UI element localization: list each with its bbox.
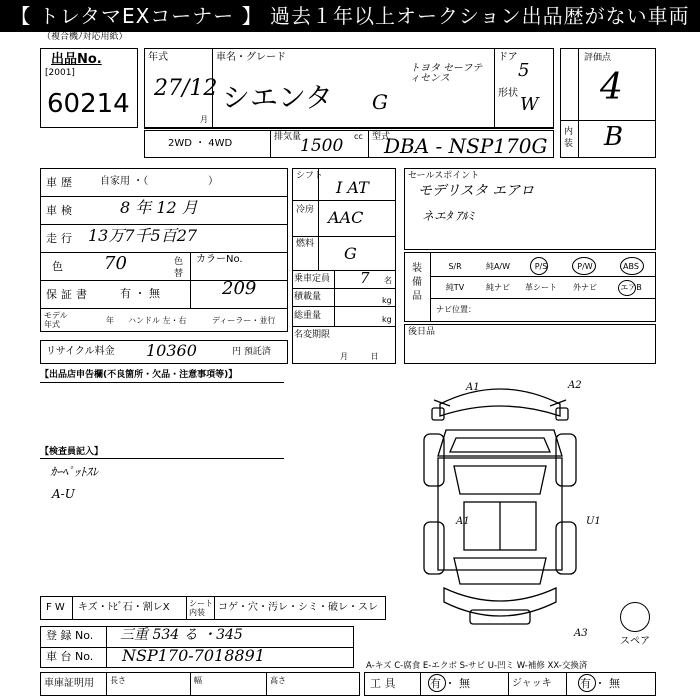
selling-point-1: モデリスタ エアロ [418, 183, 535, 199]
equip-leather: 革シート [525, 283, 557, 292]
jack-label: ジャッキ [512, 678, 552, 689]
recycle-unit: 円 預託済 [232, 347, 271, 357]
recycle-value: 10360 [146, 341, 197, 360]
ac-label: 冷房 [296, 205, 315, 215]
mark-a1-side: A1 [456, 516, 470, 527]
grade-value: G [372, 90, 388, 114]
inspection-label: 車検 [46, 204, 76, 217]
score-label: 評価点 [584, 53, 612, 63]
capacity-value: 7 [360, 269, 370, 287]
jack-yes-circle [578, 674, 596, 692]
shift-label: シフト [296, 171, 324, 181]
door-value: 5 [518, 60, 530, 81]
equip-abs-circle [620, 257, 644, 275]
warranty-value: 有 ・ 無 [120, 287, 160, 300]
seat-label: シート内装 [189, 599, 213, 617]
name-change-unit: 月 日 [340, 352, 379, 361]
mark-u1: U1 [586, 516, 601, 527]
notice-label: 【出品店申告欄(不良箇所・欠品・注意事項等)】 [40, 370, 238, 380]
tools-options: 有 ・ 無 [430, 677, 470, 690]
lot-prefix: [2001] [45, 68, 75, 78]
equip-tv: 純TV [445, 283, 465, 292]
cert-width: 幅 [194, 676, 202, 685]
equipment-label: 装備品 [412, 263, 422, 302]
interior-value: B [604, 122, 624, 152]
reg-no-value: 三重 534 る ・345 [120, 627, 243, 643]
inspection-value: 8 年 12 月 [120, 198, 198, 217]
handle-label: ハンドル 左・右 [128, 316, 187, 325]
drive-label: 2WD ・ 4WD [168, 138, 233, 149]
tools-label: 工 具 [370, 677, 396, 690]
color-label: 色 [52, 260, 83, 273]
load-label: 積載量 [294, 292, 322, 302]
fw-label: F W [46, 602, 65, 613]
jack-options: 有 ・ 無 [580, 677, 620, 690]
shift-value: I AT [336, 178, 369, 197]
equip-aw: 純A/W [485, 262, 511, 271]
car-diagram [410, 374, 601, 644]
load-unit: kg [382, 296, 392, 305]
color-change-label: 色替 [174, 257, 184, 279]
model-year-unit: 年 [106, 316, 114, 325]
tools-yes-circle [428, 674, 446, 692]
disp-unit: cc [354, 132, 363, 141]
inspector-note-2: A-U [52, 487, 75, 501]
chassis-no-label: 車 台 No. [46, 650, 94, 663]
chassis-no-value: NSP170-7018891 [122, 646, 265, 665]
navi-position-label: ナビ位置： [436, 305, 476, 314]
inspector-note-1: ｶｰﾍﾟｯﾄｽﾚ [50, 465, 99, 479]
capacity-label: 乗車定員 [294, 274, 331, 284]
equip-airbag: エアB [620, 283, 642, 292]
inspector-label: 【検査員記入】 [40, 447, 104, 457]
equip-sr: S/R [448, 262, 462, 271]
warranty-label: 保証書 [46, 288, 91, 301]
capacity-unit: 名 [384, 276, 392, 285]
post-items-label: 後日品 [408, 327, 436, 337]
equip-ps: P/S [534, 262, 548, 271]
month-unit: 月 [200, 115, 208, 124]
weight-unit: kg [382, 315, 392, 324]
lot-label: 出品No. [51, 52, 102, 67]
seat-items: コゲ・穴・汚レ・シミ・破レ・スレ [218, 602, 378, 613]
mark-a1-front: A1 [466, 382, 480, 393]
recycle-label: リサイクル料金 [46, 346, 115, 357]
equip-airbag-circle [618, 280, 636, 296]
shape-label: 形状 [498, 88, 518, 99]
score-value: 4 [600, 67, 623, 108]
selling-points-label: セールスポイント [408, 171, 480, 181]
spare-tire-icon [620, 602, 650, 632]
title-banner: 【 トレタマEXコーナー 】 過去１年以上オークション出品歴がない車両 [0, 0, 700, 32]
color-no-label: カラーNo. [196, 254, 243, 265]
grade-note: トヨタ セーフティセンス [410, 63, 483, 84]
equip-abs: ABS [623, 262, 639, 271]
model-value: DBA - NSP170G [384, 134, 548, 158]
selling-point-2: ネエﾀ ｱﾙﾐ [422, 209, 474, 223]
equip-pw: P/W [577, 262, 593, 271]
mark-a2: A2 [568, 380, 582, 391]
reg-no-label: 登 録 No. [46, 629, 94, 642]
name-change-label: 名変期限 [294, 330, 331, 340]
equip-pw-circle [572, 257, 596, 275]
equip-ext-navi: 外ナビ [573, 283, 597, 292]
door-label: ドア [498, 52, 518, 63]
disp-label: 排気量 [274, 132, 302, 142]
color-no-value: 209 [222, 278, 257, 299]
color-value: 70 [104, 253, 127, 274]
dealer-label: ディーラー・並行 [212, 316, 276, 325]
disp-value: 1500 [300, 136, 344, 156]
model-year-label: モデル年式 [44, 311, 68, 329]
model-label: 型式 [372, 132, 391, 142]
lot-number-box [40, 48, 138, 128]
interior-label: 内装 [564, 127, 574, 149]
spare-label: スペア [620, 636, 650, 647]
form-subnote: （複合機ﾉ対応用紙） [42, 32, 128, 42]
year-value: 27/12 [154, 76, 218, 101]
ac-value: AAC [328, 208, 364, 227]
year-label: 年式 [148, 52, 168, 63]
equip-navi: 純ナビ [486, 283, 510, 292]
equip-ps-circle [530, 257, 548, 275]
garage-cert-label: 車庫証明用 [44, 678, 94, 689]
car-name-label: 車名・グレード [216, 52, 286, 63]
history-label: 車歴 [46, 176, 76, 189]
fuel-label: 燃料 [296, 239, 315, 249]
mark-a3: A3 [574, 628, 588, 639]
fw-items: キズ・ﾄﾋﾞ石・割レX [78, 602, 170, 613]
cert-height: 高さ [270, 676, 286, 685]
history-options: 自家用 ・（ ） [100, 176, 219, 187]
weight-label: 総重量 [294, 311, 322, 321]
cert-length: 長さ [110, 676, 126, 685]
lot-number: 60214 [47, 89, 130, 119]
car-name-value: シエンタ [222, 81, 333, 114]
damage-legend: A-キズ C-腐食 E-エクボ S-サビ U-凹ミ W-補修 XX-交換済 [366, 661, 588, 671]
mileage-value: 13万7千5百27 [88, 226, 198, 245]
post-items-box [404, 324, 656, 364]
shape-value: W [520, 94, 539, 115]
mileage-label: 走行 [46, 232, 76, 245]
fuel-value: G [344, 244, 357, 263]
